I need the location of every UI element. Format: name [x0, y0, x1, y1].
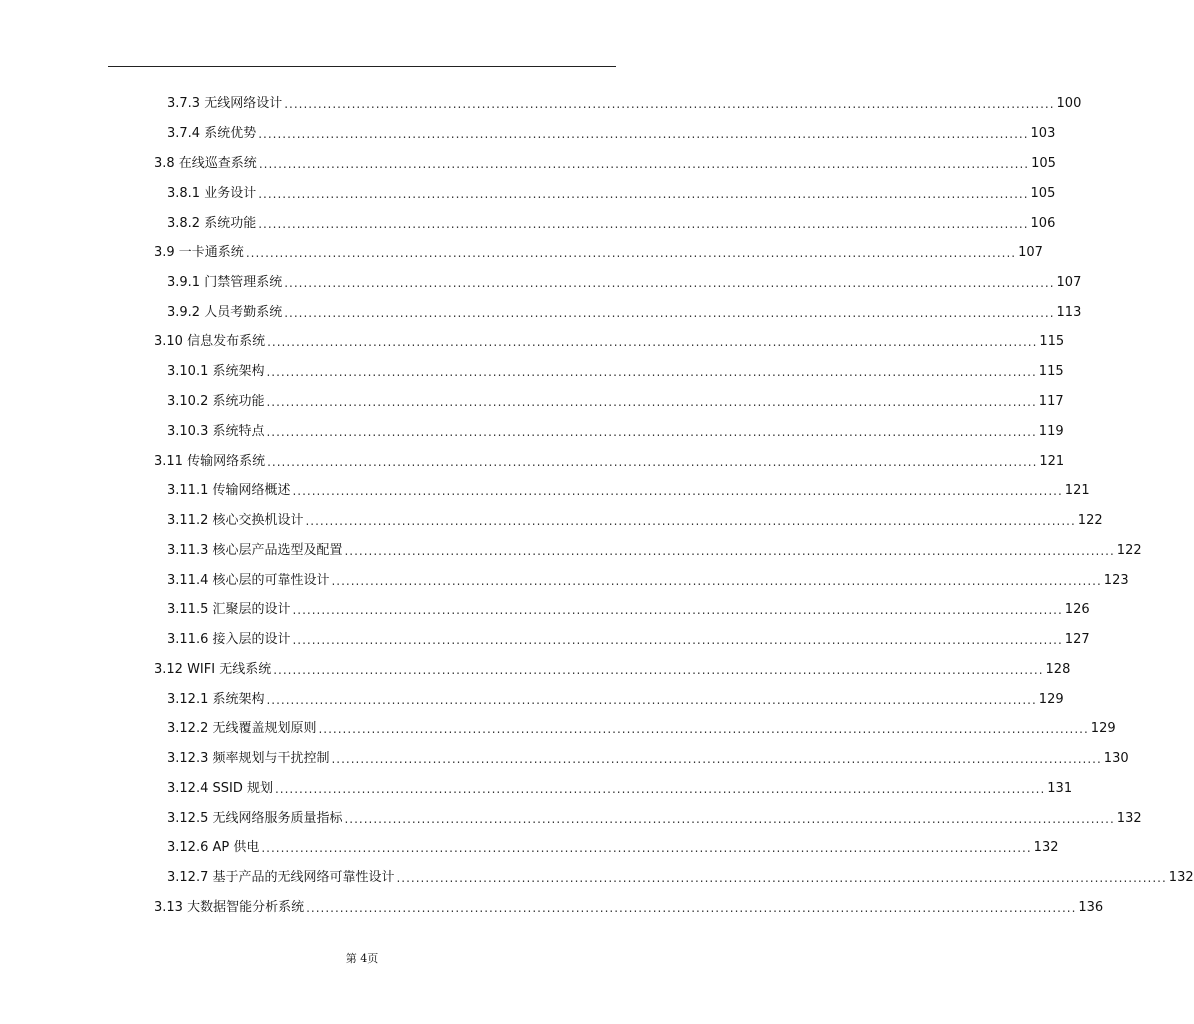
toc-entry-page: 100	[1056, 96, 1082, 111]
toc-entry[interactable]	[167, 777, 1073, 797]
toc-entry-label: 3.12.1 系统架构	[167, 692, 265, 707]
toc-leader-dots: ................................................................................................................................................................	[305, 514, 1076, 528]
toc-leader-dots: ................................................................................................................................................................	[292, 484, 1063, 498]
toc-entry[interactable]	[167, 390, 1064, 410]
toc-entry-page: 127	[1064, 632, 1090, 647]
toc-entry[interactable]	[154, 658, 1071, 678]
toc-entry-page: 129	[1090, 721, 1116, 736]
toc-entry-page: 115	[1038, 364, 1064, 379]
toc-entry-page: 129	[1038, 692, 1064, 707]
toc-entry-page: 123	[1103, 573, 1129, 588]
toc-leader-dots: ................................................................................................................................................................	[331, 574, 1102, 588]
toc-entry[interactable]	[167, 271, 1082, 291]
toc-entry[interactable]	[167, 301, 1082, 321]
toc-leader-dots: ................................................................................................................................................................	[284, 97, 1055, 111]
toc-entry-page: 121	[1064, 483, 1090, 498]
toc-entry[interactable]	[167, 747, 1129, 767]
toc-entry-label: 3.12.5 无线网络服务质量指标	[167, 811, 343, 826]
toc-entry[interactable]	[167, 479, 1090, 499]
toc-entry[interactable]	[167, 569, 1129, 589]
toc-entry-page: 126	[1064, 602, 1090, 617]
toc-leader-dots: ................................................................................................................................................................	[274, 782, 1046, 796]
toc-leader-dots: ................................................................................................................................................................	[266, 365, 1037, 379]
toc-leader-dots: ................................................................................................................................................................	[266, 425, 1037, 439]
toc-leader-dots: ................................................................................................................................................................	[284, 306, 1055, 320]
toc-entry[interactable]	[154, 241, 1043, 261]
toc-entry-label: 3.11.6 接入层的设计	[167, 632, 291, 647]
toc-leader-dots: ................................................................................................................................................................	[306, 901, 1077, 915]
toc-leader-dots: ................................................................................................................................................................	[258, 157, 1030, 171]
toc-entry-page: 107	[1018, 245, 1043, 260]
toc-entry-page: 122	[1077, 513, 1103, 528]
toc-entry-page: 105	[1030, 186, 1056, 201]
toc-entry-label: 3.10.1 系统架构	[167, 364, 265, 379]
toc-leader-dots: ................................................................................................................................................................	[344, 812, 1115, 826]
toc-entry-label: 3.10.2 系统功能	[167, 394, 265, 409]
toc-entry[interactable]	[167, 598, 1090, 618]
toc-entry-page: 115	[1039, 334, 1065, 349]
toc-entry-page: 103	[1030, 126, 1056, 141]
toc-entry-label: 3.12.7 基于产品的无线网络可靠性设计	[167, 870, 395, 885]
toc-leader-dots: ................................................................................................................................................................	[258, 127, 1029, 141]
toc-entry-page: 117	[1038, 394, 1064, 409]
toc-entry-label: 3.12.2 无线覆盖规划原则	[167, 721, 317, 736]
toc-leader-dots: ................................................................................................................................................................	[266, 395, 1037, 409]
toc-entry[interactable]	[167, 182, 1056, 202]
toc-entry[interactable]	[167, 628, 1090, 648]
toc-entry-page: 136	[1078, 900, 1104, 915]
toc-entry-label: 3.11.2 核心交换机设计	[167, 513, 304, 528]
toc-leader-dots: ................................................................................................................................................................	[318, 722, 1089, 736]
toc-leader-dots: ................................................................................................................................................................	[258, 187, 1029, 201]
toc-entry[interactable]	[167, 717, 1116, 737]
toc-leader-dots: ................................................................................................................................................................	[331, 752, 1102, 766]
page-number-footer: 第 4页	[345, 952, 379, 965]
toc-entry-label: 3.7.4 系统优势	[167, 126, 257, 141]
toc-leader-dots: ................................................................................................................................................................	[396, 871, 1167, 885]
toc-leader-dots: ................................................................................................................................................................	[267, 455, 1038, 469]
toc-entry-page: 130	[1103, 751, 1129, 766]
toc-entry-label: 3.12 WIFI 无线系统	[154, 662, 272, 677]
toc-entry[interactable]	[167, 92, 1082, 112]
toc-entry-page: 113	[1056, 305, 1082, 320]
toc-entry-label: 3.9.2 人员考勤系统	[167, 305, 283, 320]
toc-entry-page: 132	[1168, 870, 1194, 885]
toc-entry-label: 3.11.3 核心层产品选型及配置	[167, 543, 343, 558]
toc-entry[interactable]	[167, 509, 1103, 529]
toc-entry-label: 3.13 大数据智能分析系统	[154, 900, 305, 915]
toc-entry-label: 3.8.1 业务设计	[167, 186, 257, 201]
toc-leader-dots: ................................................................................................................................................................	[292, 633, 1063, 647]
toc-entry[interactable]	[167, 420, 1064, 440]
toc-entry[interactable]	[167, 688, 1064, 708]
toc-entry[interactable]	[167, 539, 1142, 559]
toc-entry-label: 3.11 传输网络系统	[154, 454, 266, 469]
toc-entry-label: 3.11.1 传输网络概述	[167, 483, 291, 498]
toc-entry-label: 3.8 在线巡查系统	[154, 156, 257, 171]
toc-entry-page: 106	[1030, 216, 1056, 231]
toc-entry-label: 3.7.3 无线网络设计	[167, 96, 283, 111]
toc-entry-label: 3.10 信息发布系统	[154, 334, 266, 349]
toc-leader-dots: ................................................................................................................................................................	[273, 663, 1044, 677]
toc-entry[interactable]	[167, 360, 1064, 380]
toc-leader-dots: ................................................................................................................................................................	[344, 544, 1115, 558]
toc-entry-page: 107	[1056, 275, 1082, 290]
toc-entry-label: 3.8.2 系统功能	[167, 216, 257, 231]
toc-leader-dots: ................................................................................................................................................................	[267, 335, 1038, 349]
toc-leader-dots: ................................................................................................................................................................	[258, 217, 1029, 231]
toc-entry-label: 3.12.4 SSID 规划	[167, 781, 273, 796]
toc-entry-page: 121	[1039, 454, 1065, 469]
toc-entry[interactable]	[154, 896, 1104, 916]
toc-entry-page: 131	[1047, 781, 1073, 796]
toc-entry-page: 105	[1031, 156, 1056, 171]
toc-entry-page: 119	[1038, 424, 1064, 439]
toc-entry[interactable]	[154, 450, 1065, 470]
toc-entry-label: 3.9 一卡通系统	[154, 245, 244, 260]
toc-entry-label: 3.10.3 系统特点	[167, 424, 265, 439]
toc-entry-page: 132	[1033, 840, 1059, 855]
toc-entry[interactable]	[167, 807, 1142, 827]
toc-entry-page: 128	[1045, 662, 1071, 677]
toc-entry[interactable]	[167, 836, 1059, 856]
toc-entry[interactable]	[167, 212, 1056, 232]
toc-entry-page: 132	[1116, 811, 1142, 826]
toc-entry-page: 122	[1116, 543, 1142, 558]
toc-entry[interactable]	[167, 866, 1194, 886]
toc-entry-label: 3.12.3 频率规划与干扰控制	[167, 751, 330, 766]
toc-entry[interactable]	[154, 152, 1056, 172]
toc-leader-dots: ................................................................................................................................................................	[266, 693, 1037, 707]
toc-entry[interactable]	[167, 122, 1056, 142]
toc-leader-dots: ................................................................................................................................................................	[245, 246, 1017, 260]
toc-entry-label: 3.11.4 核心层的可靠性设计	[167, 573, 330, 588]
toc-entry[interactable]	[154, 330, 1065, 350]
toc-leader-dots: ................................................................................................................................................................	[292, 603, 1063, 617]
toc-entry-label: 3.9.1 门禁管理系统	[167, 275, 283, 290]
toc-entry-label: 3.12.6 AP 供电	[167, 840, 260, 855]
toc-leader-dots: ................................................................................................................................................................	[261, 841, 1032, 855]
toc-entry-label: 3.11.5 汇聚层的设计	[167, 602, 291, 617]
toc-leader-dots: ................................................................................................................................................................	[284, 276, 1055, 290]
